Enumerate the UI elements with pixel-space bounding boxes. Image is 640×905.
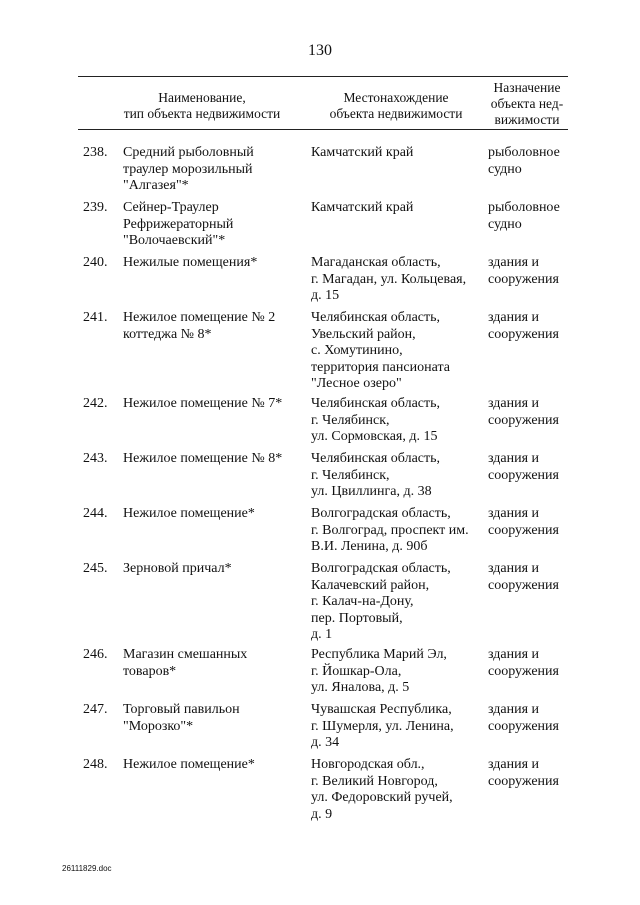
object-name-line: "Волочаевский"* bbox=[123, 233, 226, 248]
header-purpose-line: Назначение bbox=[493, 80, 561, 95]
object-location-line: г. Шумерля, ул. Ленина, bbox=[311, 718, 454, 734]
object-location-line: Челябинская область, bbox=[311, 451, 440, 466]
object-purpose-line: здания и bbox=[488, 757, 540, 772]
row-number: 248. bbox=[83, 757, 108, 772]
row-number: 245. bbox=[83, 561, 108, 576]
object-location-line: г. Магадан, ул. Кольцевая, bbox=[311, 271, 467, 287]
object-purpose-line: сооружения bbox=[488, 271, 559, 287]
object-location bbox=[311, 200, 481, 217]
object-location bbox=[311, 757, 481, 823]
object-name-line: товаров* bbox=[123, 663, 177, 679]
object-purpose-line: сооружения bbox=[488, 326, 559, 342]
object-location-line: Челябинская область, bbox=[311, 310, 440, 325]
object-purpose bbox=[488, 451, 578, 484]
object-name-line: Сейнер-Траулер bbox=[123, 200, 219, 215]
header-name bbox=[118, 90, 286, 122]
object-location bbox=[311, 702, 481, 752]
object-name-line: Нежилое помещение № 2 bbox=[123, 310, 276, 325]
object-name-line: "Алгазея"* bbox=[123, 178, 189, 193]
header-purpose bbox=[484, 80, 570, 128]
object-name bbox=[123, 255, 303, 272]
object-location-line: Волгоградская область, bbox=[311, 506, 451, 521]
object-location-line: Магаданская область, bbox=[311, 255, 441, 270]
header-location bbox=[310, 90, 482, 122]
object-purpose bbox=[488, 255, 578, 288]
object-location-line: В.И. Ленина, д. 90б bbox=[311, 539, 428, 554]
object-name-line: Нежилое помещение № 8* bbox=[123, 451, 283, 466]
object-name bbox=[123, 702, 303, 735]
object-purpose-line: здания и bbox=[488, 451, 540, 466]
object-location bbox=[311, 145, 481, 162]
object-location-line: Камчатский край bbox=[311, 145, 414, 160]
object-purpose bbox=[488, 310, 578, 343]
object-location bbox=[311, 647, 481, 697]
object-location-line: Камчатский край bbox=[311, 200, 414, 215]
object-location-line: ул. Федоровский ручей, bbox=[311, 790, 453, 805]
object-purpose bbox=[488, 647, 578, 680]
object-name bbox=[123, 647, 303, 680]
object-location-line: д. 34 bbox=[311, 735, 340, 750]
object-name-line: Рефрижераторный bbox=[123, 216, 234, 232]
object-purpose-line: сооружения bbox=[488, 467, 559, 483]
object-location-line: д. 9 bbox=[311, 806, 333, 822]
object-location bbox=[311, 396, 481, 446]
object-location-line: г. Великий Новгород, bbox=[311, 773, 438, 789]
object-purpose-line: сооружения bbox=[488, 577, 559, 593]
row-number: 239. bbox=[83, 200, 108, 215]
object-name bbox=[123, 451, 303, 468]
object-location-line: с. Хомутинино, bbox=[311, 343, 403, 358]
page-number: 130 bbox=[308, 42, 332, 59]
object-purpose bbox=[488, 702, 578, 735]
object-purpose-line: здания и bbox=[488, 647, 540, 662]
object-location bbox=[311, 451, 481, 501]
object-location-line: Чувашская Республика, bbox=[311, 702, 452, 717]
object-purpose-line: сооружения bbox=[488, 718, 559, 734]
object-location-line: г. Волгоград, проспект им. bbox=[311, 522, 469, 538]
object-purpose-line: сооружения bbox=[488, 663, 559, 679]
object-location bbox=[311, 255, 481, 305]
object-purpose-line: сооружения bbox=[488, 773, 559, 789]
object-location-line: Калачевский район, bbox=[311, 577, 430, 593]
object-purpose bbox=[488, 396, 578, 429]
header-location-line: объекта недвижимости bbox=[329, 106, 463, 121]
object-purpose-line: здания и bbox=[488, 255, 540, 270]
object-purpose-line: судно bbox=[488, 216, 522, 232]
object-location-line: г. Челябинск, bbox=[311, 467, 390, 483]
object-name bbox=[123, 200, 303, 250]
object-purpose-line: здания и bbox=[488, 396, 540, 411]
object-name-line: траулер морозильный bbox=[123, 161, 253, 177]
header-name-line: тип объекта недвижимости bbox=[123, 106, 281, 121]
object-name-line: Зерновой причал* bbox=[123, 561, 232, 576]
object-location-line: территория пансионата bbox=[311, 359, 450, 375]
object-name bbox=[123, 145, 303, 195]
object-name-line: Магазин смешанных bbox=[123, 647, 248, 662]
object-name-line: Нежилое помещение* bbox=[123, 506, 255, 521]
object-location-line: д. 15 bbox=[311, 288, 340, 303]
object-location-line: пер. Портовый, bbox=[311, 610, 403, 626]
object-name-line: коттеджа № 8* bbox=[123, 326, 212, 342]
object-name bbox=[123, 561, 303, 578]
object-name-line: Нежилое помещение* bbox=[123, 757, 255, 772]
row-number: 246. bbox=[83, 647, 108, 662]
row-number: 243. bbox=[83, 451, 108, 466]
row-number: 240. bbox=[83, 255, 108, 270]
object-name-line: "Морозко"* bbox=[123, 718, 194, 734]
object-location-line: Волгоградская область, bbox=[311, 561, 451, 576]
object-location-line: ул. Сормовская, д. 15 bbox=[311, 429, 438, 444]
object-location-line: г. Йошкар-Ола, bbox=[311, 663, 402, 679]
object-name-line: Нежилое помещение № 7* bbox=[123, 396, 283, 411]
header-purpose-line: объекта нед- bbox=[490, 96, 564, 111]
object-purpose-line: здания и bbox=[488, 561, 540, 576]
header-purpose-line: вижимости bbox=[494, 112, 560, 127]
footer-filename: 26111829.doc bbox=[62, 864, 112, 873]
object-location-line: Республика Марий Эл, bbox=[311, 647, 447, 662]
table-top-rule bbox=[78, 76, 568, 77]
table-header-rule bbox=[78, 129, 568, 130]
object-purpose-line: здания и bbox=[488, 310, 540, 325]
object-name bbox=[123, 396, 303, 413]
header-location-line: Местонахождение bbox=[343, 90, 449, 105]
object-purpose-line: сооружения bbox=[488, 412, 559, 428]
object-location-line: Увельский район, bbox=[311, 326, 416, 342]
object-purpose-line: сооружения bbox=[488, 522, 559, 538]
object-name-line: Нежилые помещения* bbox=[123, 255, 258, 270]
object-location bbox=[311, 506, 481, 556]
object-name bbox=[123, 757, 303, 774]
object-name bbox=[123, 310, 303, 343]
row-number: 238. bbox=[83, 145, 108, 160]
object-location-line: г. Челябинск, bbox=[311, 412, 390, 428]
object-purpose-line: рыболовное bbox=[488, 200, 560, 215]
row-number: 247. bbox=[83, 702, 108, 717]
object-location bbox=[311, 561, 481, 644]
object-location-line: д. 1 bbox=[311, 627, 333, 642]
object-location-line: Новгородская обл., bbox=[311, 757, 425, 772]
object-purpose-line: судно bbox=[488, 161, 522, 177]
object-location-line: ул. Цвиллинга, д. 38 bbox=[311, 484, 432, 499]
object-purpose-line: здания и bbox=[488, 506, 540, 521]
object-purpose bbox=[488, 145, 578, 178]
row-number: 244. bbox=[83, 506, 108, 521]
object-purpose bbox=[488, 561, 578, 594]
object-location-line: ул. Яналова, д. 5 bbox=[311, 680, 410, 695]
object-location-line: г. Калач-на-Дону, bbox=[311, 594, 414, 609]
object-purpose-line: здания и bbox=[488, 702, 540, 717]
row-number: 241. bbox=[83, 310, 108, 325]
object-purpose bbox=[488, 200, 578, 233]
object-purpose-line: рыболовное bbox=[488, 145, 560, 160]
object-name-line: Средний рыболовный bbox=[123, 145, 254, 160]
object-location-line: "Лесное озеро" bbox=[311, 376, 402, 391]
object-location-line: Челябинская область, bbox=[311, 396, 440, 411]
row-number: 242. bbox=[83, 396, 108, 411]
object-name-line: Торговый павильон bbox=[123, 702, 240, 717]
header-name-line: Наименование, bbox=[158, 90, 246, 105]
object-name bbox=[123, 506, 303, 523]
object-location bbox=[311, 310, 481, 393]
object-purpose bbox=[488, 506, 578, 539]
object-purpose bbox=[488, 757, 578, 790]
